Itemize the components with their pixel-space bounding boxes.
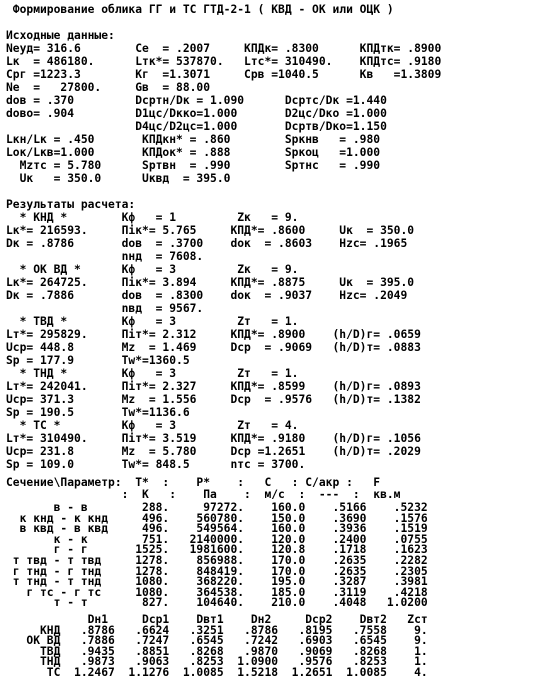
result-line: Lт*= 242041. Пiт*= 2.327 КПД*= .8599 (h/D)г= .0893 bbox=[6, 380, 421, 393]
section-table-row: г - г 1525. 1981600. 120.8 .1718 .1623 bbox=[6, 543, 428, 557]
diameter-table-row: ТНД .9873 .9063 .8253 1.0900 .9576 .8253 1. bbox=[6, 655, 428, 669]
input-line: Cpг =1223.3 Kг =1.3071 Cрв =1040.5 Kв =1.3809 bbox=[6, 68, 442, 81]
diameter-table-row: ТВД .9435 .8851 .8268 .9870 .9069 .8268 1. bbox=[6, 644, 428, 658]
input-line: dов = .370 Dсртн/Dк = 1.090 Dсртс/Dк =1.440 bbox=[6, 94, 387, 107]
section-table-row: т твд - т твд 1278. 856988. 170.0 .2635 .2282 bbox=[6, 554, 428, 567]
input-line: D4цс/D2цс=1.000 Dсртв/Dко=1.150 bbox=[6, 120, 387, 133]
input-data-header: Исходные данные: bbox=[6, 29, 115, 42]
diameter-table-row: ОК ВД .7886 .7247 .6545 .7242 .6903 .6545 9. bbox=[6, 634, 428, 648]
result-line: Lк*= 264725. Пiк*= 3.894 КПД*= .8875 Uк = 395.0 bbox=[6, 276, 415, 289]
section-table-row: к кнд - к кнд 496. 560780. 150.0 .3690 .1576 bbox=[6, 511, 428, 525]
result-line: * ТНД * Кф = 3 Zт = 1. bbox=[6, 367, 299, 380]
result-line: Uср= 371.3 Mz = 1.556 Dср = .9576 (h/D)т= .1382 bbox=[6, 393, 421, 406]
diameter-table-header: Dн1 Dср1 Dвт1 Dн2 Dср2 Dвт2 Zст bbox=[6, 613, 428, 626]
result-line: Lк*= 216593. Пiк*= 5.765 КПД*= .8600 Uк = 350.0 bbox=[6, 224, 415, 237]
section-table-row: т - т 827. 104640. 210.0 .4048 1.0200 bbox=[6, 596, 428, 610]
section-table-row: г тнд - г тнд 1278. 848419. 170.0 .2635 .2305 bbox=[6, 564, 428, 578]
result-line: Dк = .7886 dов = .8300 dок = .9037 Hzс= .2049 bbox=[6, 289, 408, 302]
input-line: Lок/Lкв=1.000 КПДок* = .888 Sркоц =1.000 bbox=[6, 146, 381, 159]
result-line: nнд = 7608. bbox=[6, 250, 204, 263]
result-line: Sр = 190.5 Tw*=1136.6 bbox=[6, 406, 190, 419]
section-table-row: к - к 751. 2140000. 120.0 .2400 .0755 bbox=[6, 532, 428, 546]
diameter-table-row: КНД .8786 .6624 .3251 .8786 .8195 .7558 9. bbox=[6, 623, 428, 637]
diameter-table-row: ТС 1.2467 1.1276 1.0085 1.5218 1.2651 1.0085 4. bbox=[6, 666, 428, 679]
results-header: Результаты расчета: bbox=[6, 198, 136, 211]
input-line: Mzтс = 5.780 Sртвн = .990 Sртнс = .990 bbox=[6, 159, 381, 172]
result-line: Lт*= 310490. Пiт*= 3.519 КПД*= .9180 (h/D)г= .1056 bbox=[6, 432, 421, 445]
section-table-header: Сечение\Параметр: T* : P* : C : C/акр : F bbox=[6, 476, 381, 489]
section-table-row: в - в 288. 97272. 160.0 .5166 .5232 bbox=[6, 501, 428, 514]
window-title: Формирование облика ГГ и ТС ГТД-2-1 ( КВД - ОК или ОЦК ) bbox=[6, 3, 394, 16]
result-line: Dк = .8786 dов = .3700 dок = .8603 Hzс= .1965 bbox=[6, 237, 408, 250]
section-table-row: в квд - в квд 496. 549564. 160.0 .3936 .1519 bbox=[6, 522, 428, 536]
input-line: Lкн/Lк = .450 КПДкн* = .860 Sркнв = .980 bbox=[6, 133, 381, 146]
section-table-units: : K : Па : м/с : --- : кв.м bbox=[6, 488, 401, 501]
input-line: Neуд= 316.6 Ce = .2007 КПДк= .8300 КПДтк= .8900 bbox=[6, 42, 442, 55]
section-table-row: г тс - г тс 1080. 364538. 185.0 .3119 .4218 bbox=[6, 585, 428, 599]
input-line: Lк = 486180. Lтк*= 537870. Lтс*= 310490. КПДтс= .9180 bbox=[6, 55, 442, 68]
result-line: Sр = 109.0 Tw*= 848.5 nтс = 3700. bbox=[6, 458, 306, 471]
section-table-row: т тнд - т тнд 1080. 368220. 195.0 .3287 .3981 bbox=[6, 575, 428, 589]
result-line: Uср= 448.8 Mz = 1.469 Dср = .9069 (h/D)т= .0883 bbox=[6, 341, 421, 354]
result-line: * ТС * Кф = 3 Zт = 4. bbox=[6, 419, 299, 432]
result-line: * ОК ВД * Кф = 3 Zк = 9. bbox=[6, 263, 299, 276]
input-line: dово= .904 D1цс/Dкко=1.000 D2цс/Dко =1.000 bbox=[6, 107, 387, 120]
result-line: Lт*= 295829. Пiт*= 2.312 КПД*= .8900 (h/D)г= .0659 bbox=[6, 328, 421, 341]
result-line: Uср= 231.8 Mz = 5.780 Dср =1.2651 (h/D)т= .2029 bbox=[6, 445, 421, 458]
input-line: Nе = 27800. Gв = 88.00 bbox=[6, 81, 211, 94]
result-line: * КНД * Кф = 1 Zк = 9. bbox=[6, 211, 299, 224]
input-line: Uк = 350.0 Uквд = 395.0 bbox=[6, 172, 231, 185]
result-line: nвд = 9567. bbox=[6, 302, 204, 315]
result-line: * ТВД * Кф = 3 Zт = 1. bbox=[6, 315, 299, 328]
result-line: Sр = 177.9 Tw*=1360.5 bbox=[6, 354, 190, 367]
